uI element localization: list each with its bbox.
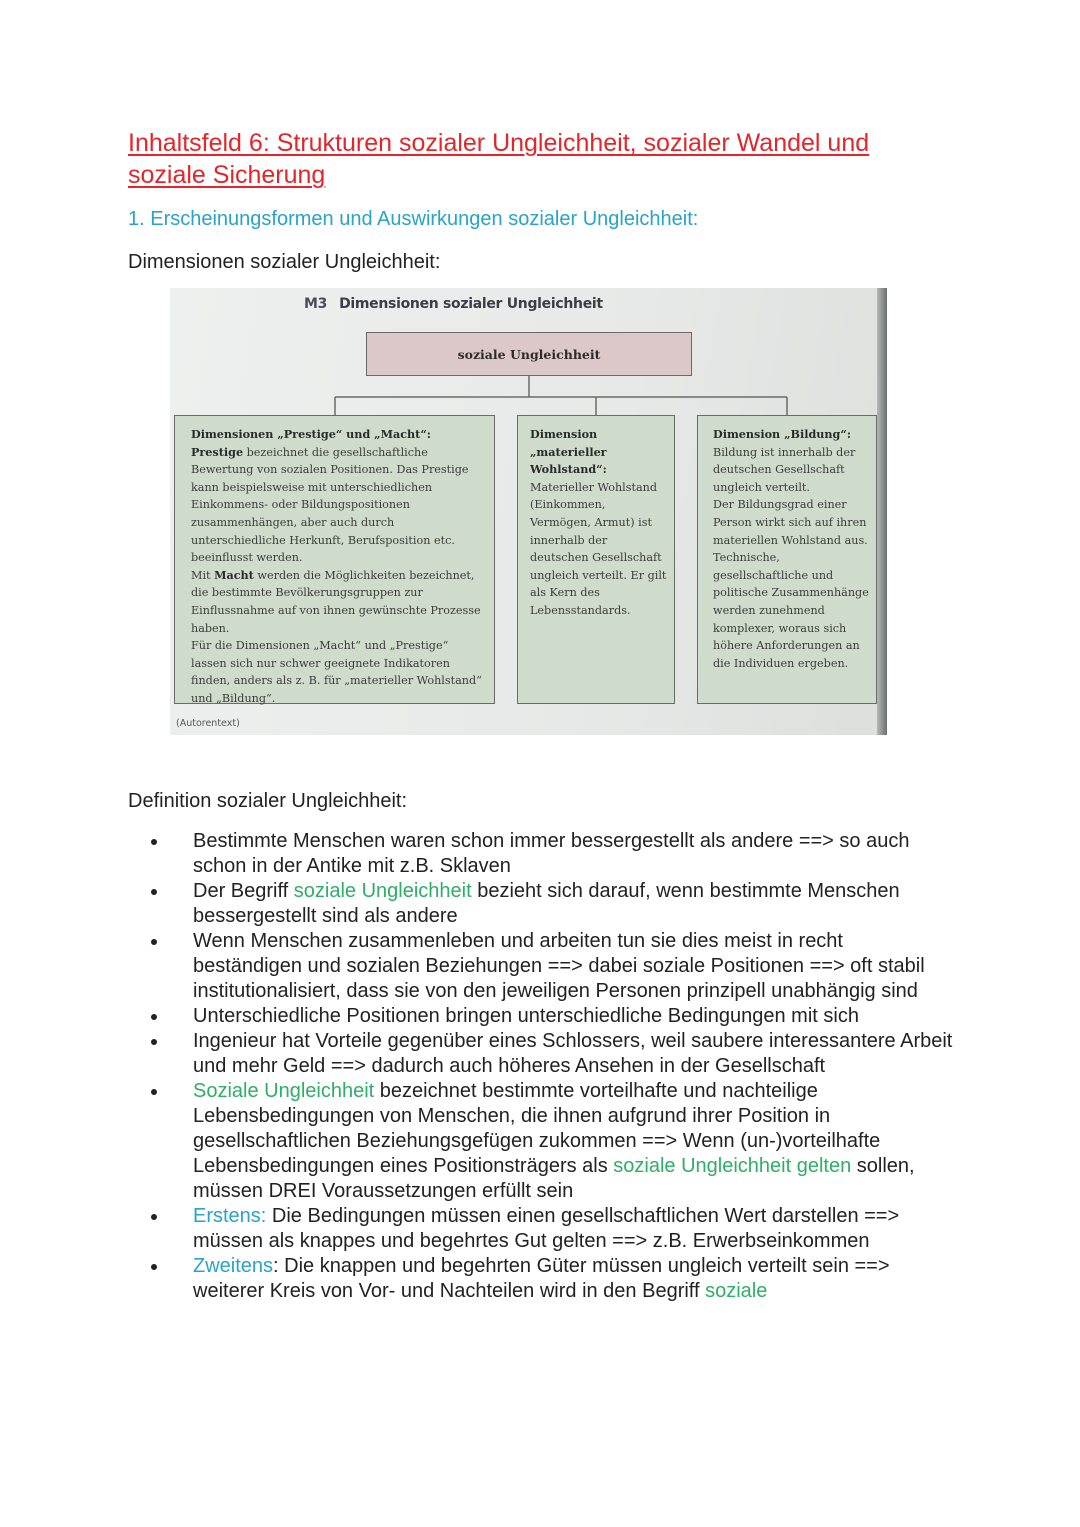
box-prestige-macht <box>174 415 495 704</box>
page-title: Inhaltsfeld 6: Strukturen sozialer Ungleichheit, sozialer Wandel und soziale Sicherung <box>128 129 870 189</box>
box-prestige-text: Prestige bezeichnet die gesellschaftliche Bewertung von sozialen Positionen. Das Prestige kann beispielsweise mit unterschiedlichen Einkommens- oder Bildungspositionen zusammenhängen, aber auch durch unterschiedliche Herkunft, Berufsposition etc. beeinflusst werden. <box>191 444 469 565</box>
box-bildung-text-1: Bildung ist innerhalb der deutschen Gesellschaft ungleich verteilt. <box>713 445 856 494</box>
definition-label: Definition sozialer Ungleichheit: <box>128 790 408 812</box>
bullet-icon <box>151 1089 157 1095</box>
list-item: Unterschiedliche Positionen bringen unterschiedliche Bedingungen mit sich <box>193 1004 953 1029</box>
concept-box-soziale-ungleichheit: soziale Ungleichheit <box>366 332 692 376</box>
box-macht-text: Mit Macht werden die Möglichkeiten bezeichnet, die bestimmte Bevölkerungsgruppen zur Einflussnahme auf von ihnen gewünschte Prozesse haben. <box>191 567 481 635</box>
box-wohlstand-title: Dimension „materieller Wohlstand“: <box>530 427 607 477</box>
bullet-icon <box>151 1264 157 1270</box>
box-materieller-wohlstand <box>517 415 675 704</box>
list-item: Zweitens: Die knappen und begehrten Güter müssen ungleich verteilt sein ==> weiterer Kreis von Vor- und Nachteilen wird in den Begriff soziale <box>193 1254 953 1304</box>
dimensions-label: Dimensionen sozialer Ungleichheit: <box>128 251 441 273</box>
list-item: Erstens: Die Bedingungen müssen einen gesellschaftlichen Wert darstellen ==> müssen als knappes und begehrtes Gut gelten ==> z.B. Erwerbseinkommen <box>193 1204 953 1254</box>
bullet-icon <box>151 839 157 845</box>
definition-list <box>193 829 953 1304</box>
list-item: Ingenieur hat Vorteile gegenüber eines Schlossers, weil saubere interessantere Arbeit und mehr Geld ==> dadurch auch höheres Ansehen in der Gesellschaft <box>193 1029 953 1079</box>
box-wohlstand-text: Materieller Wohlstand (Einkommen, Vermögen, Armut) ist innerhalb der deutschen Gesellschaft ungleich verteilt. Er gilt als Kern des Lebensstandards. <box>530 480 667 617</box>
bullet-icon <box>151 1039 157 1045</box>
bullet-icon <box>151 1214 157 1220</box>
list-item: Soziale Ungleichheit bezeichnet bestimmte vorteilhafte und nachteilige Lebensbedingungen von Menschen, die ihnen aufgrund ihrer Position in gesellschaftlichen Beziehungsgefügen zukommen ==> Wenn (un-)vorteilhafte Lebensbedingungen eines Positionsträgers als soziale Ungleichheit gelten sollen, müssen DREI Voraussetzungen erfüllt sein <box>193 1079 953 1204</box>
bullet-icon <box>151 889 157 895</box>
box-bildung-text-2: Der Bildungsgrad einer Person wirkt sich auf ihren materiellen Wohlstand aus. Technische, gesellschaftliche und politische Zusammenhänge werden zunehmend komplexer, woraus sich höhere Anforderungen an die Individuen ergeben. <box>713 498 869 670</box>
bullet-icon <box>151 1014 157 1020</box>
box-bildung <box>697 415 877 704</box>
list-item: Wenn Menschen zusammenleben und arbeiten tun sie dies meist in recht beständigen und sozialen Beziehungen ==> dabei soziale Positionen ==> oft stabil institutionalisiert, dass sie von den jeweiligen Personen prinzipell unabhängig sind <box>193 929 953 1004</box>
list-item: Bestimmte Menschen waren schon immer bessergestellt als andere ==> so auch schon in der Antike mit z.B. Sklaven <box>193 829 953 879</box>
figure-heading-text: Dimensionen sozialer Ungleichheit <box>339 296 603 312</box>
box-bildung-title: Dimension „Bildung“: <box>713 427 851 441</box>
section-heading: 1. Erscheinungsformen und Auswirkungen sozialer Ungleichheit: <box>128 208 699 230</box>
bullet-icon <box>151 939 157 945</box>
list-item: Der Begriff soziale Ungleichheit bezieht sich darauf, wenn bestimmte Menschen bessergestellt sind als andere <box>193 879 953 929</box>
figure-source: (Autorentext) <box>176 718 240 729</box>
figure-number: M3 <box>304 296 328 312</box>
textbook-figure-m3 <box>170 288 887 735</box>
box-prestige-macht-title: Dimensionen „Prestige“ und „Macht“: <box>191 427 431 441</box>
box-indicator-note: Für die Dimensionen „Macht“ und „Prestige“ lassen sich nur schwer geeignete Indikatoren finden, anders als z. B. für „materieller Wohlstand“ und „Bildung“. <box>191 639 482 705</box>
